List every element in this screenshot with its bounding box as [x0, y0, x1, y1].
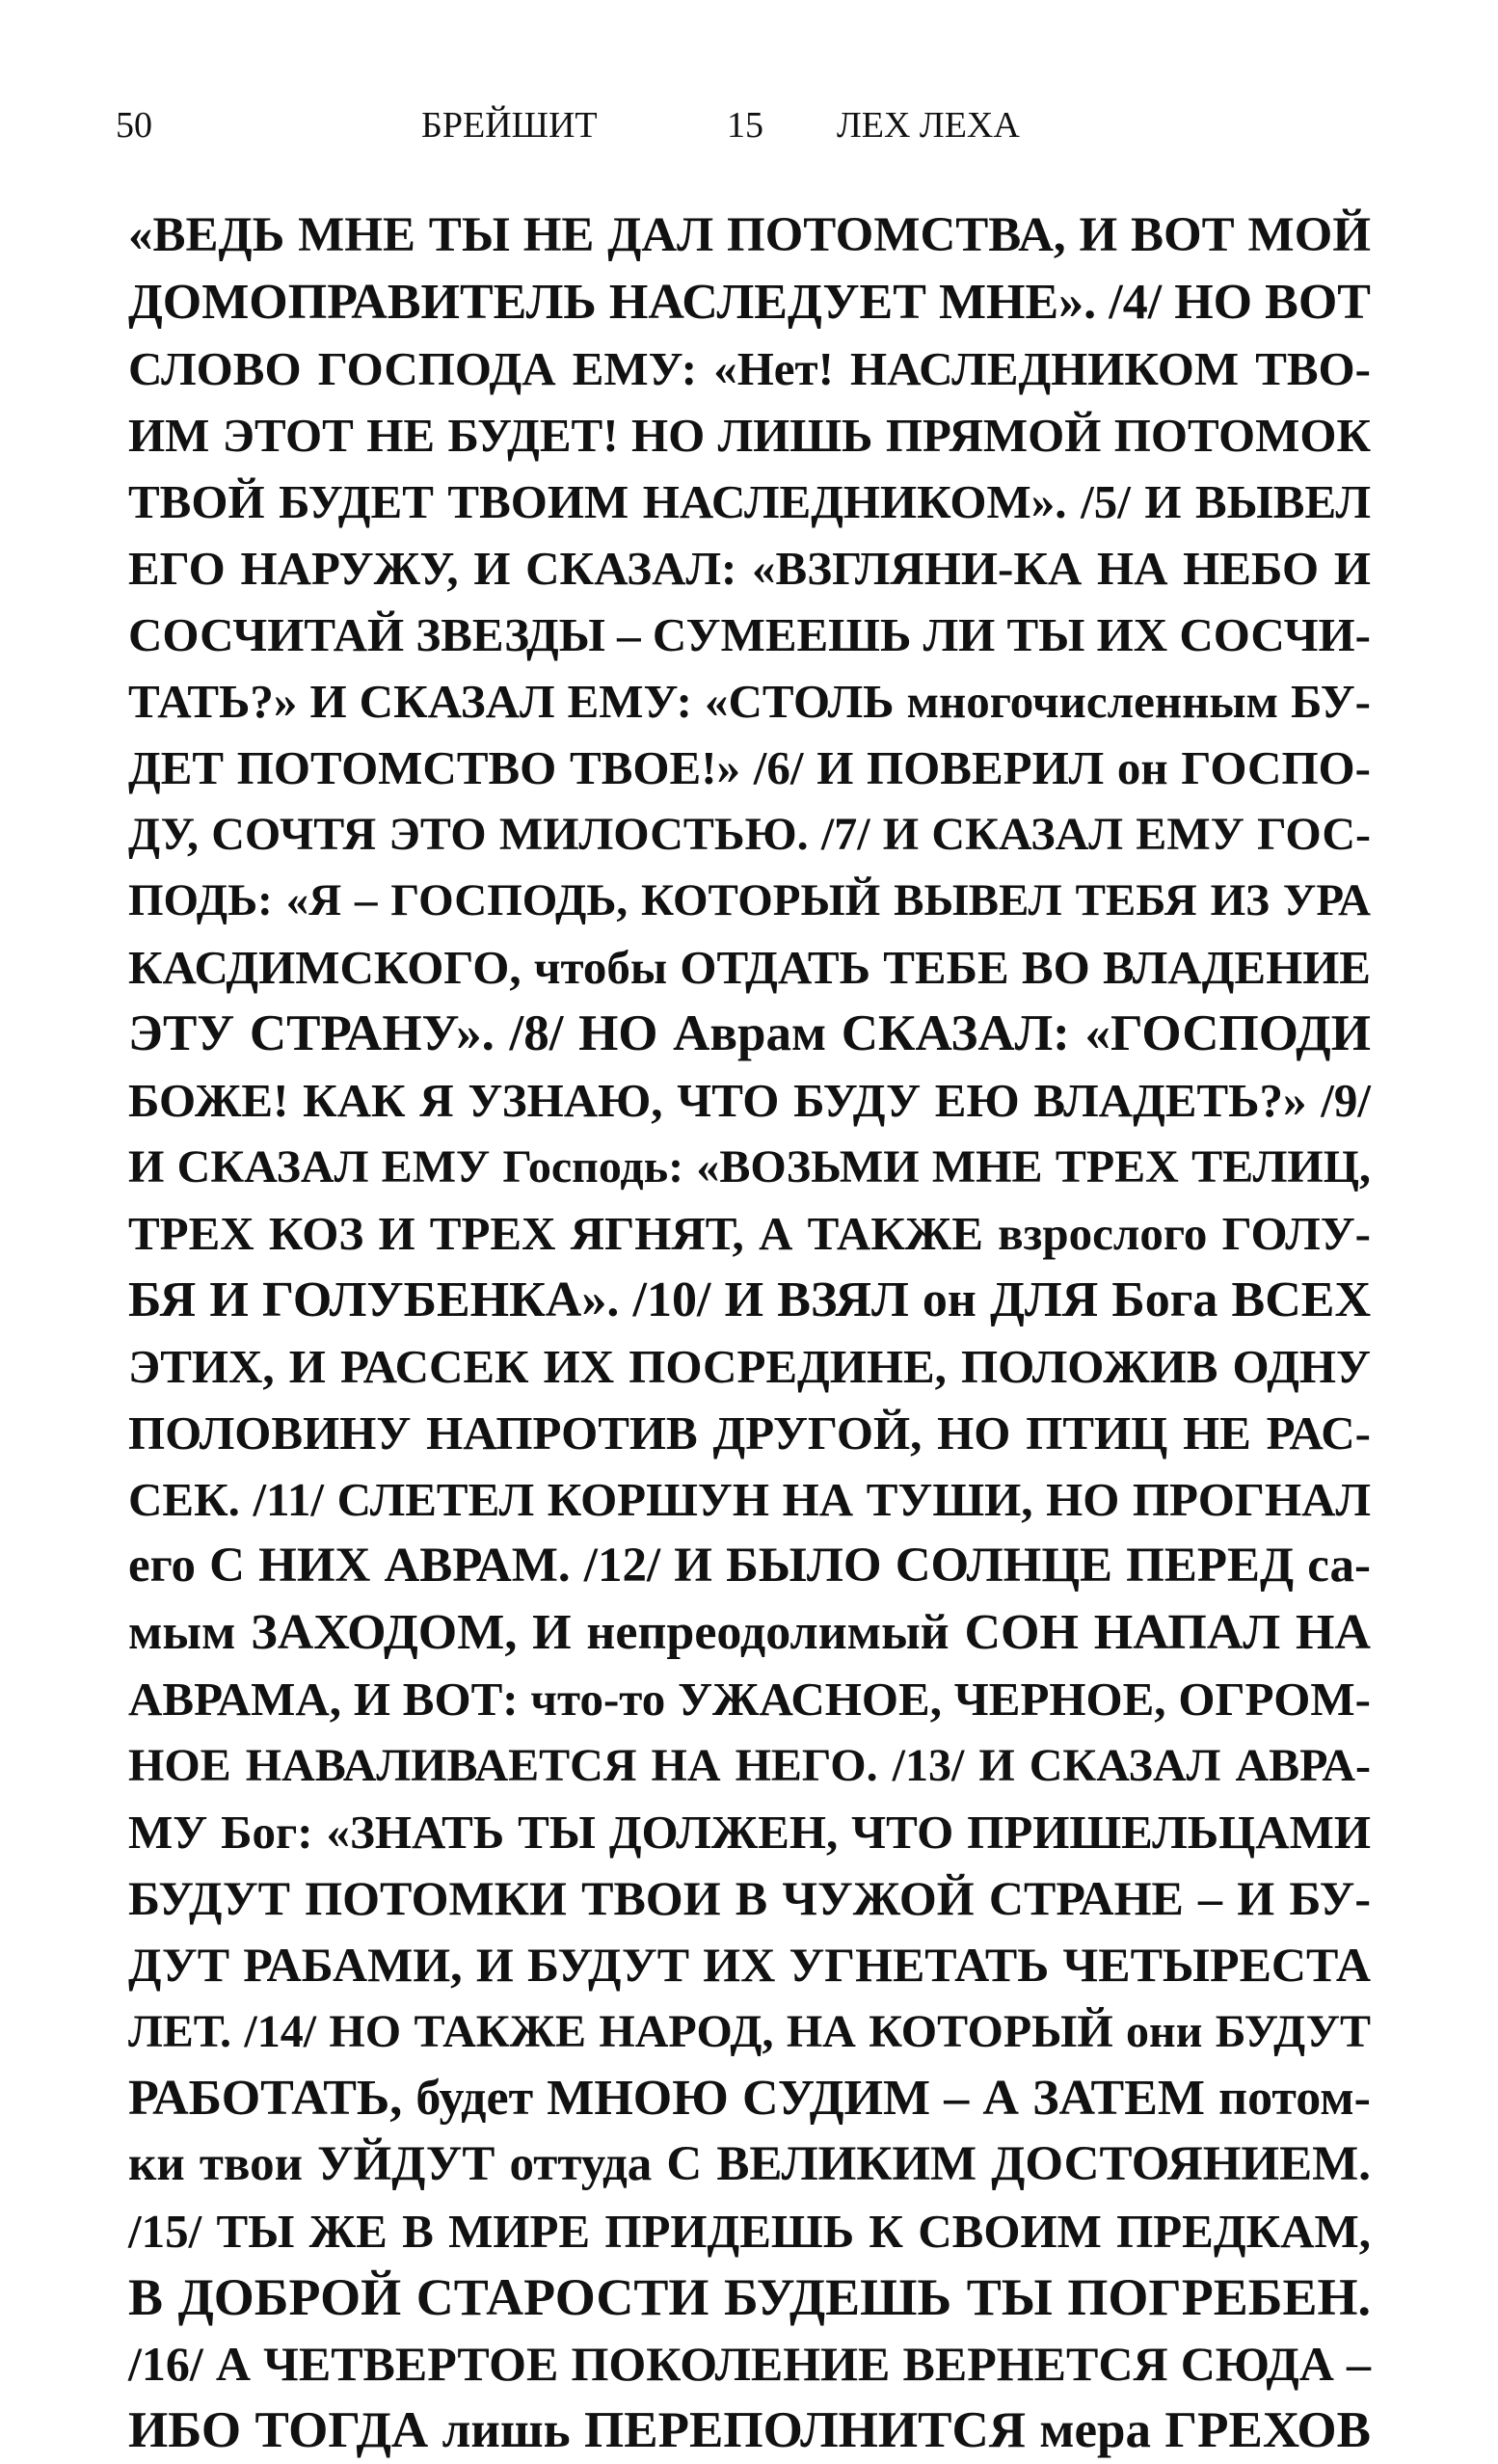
text-line: ЕГО НАРУЖУ, И СКАЗАЛ: «ВЗГЛЯНИ-КА НА НЕБО И — [128, 542, 1371, 595]
chapter-number: 15 — [727, 105, 763, 146]
text-line: ЛЕТ. /14/ НО ТАКЖЕ НАРОД, НА КОТОРЫЙ они БУДУТ — [128, 2006, 1371, 2057]
text-line: ДОМОПРАВИТЕЛЬ НАСЛЕДУЕТ МНЕ». /4/ НО ВОТ — [128, 275, 1371, 330]
running-header — [116, 96, 1080, 154]
text-line: мым ЗАХОДОМ, И непреодолимый СОН НАПАЛ НА — [128, 1605, 1371, 1660]
text-line: ЭТУ СТРАНУ». /8/ НО Аврам СКАЗАЛ: «ГОСПОДИ — [128, 1005, 1371, 1061]
text-line: В ДОБРОЙ СТАРОСТИ БУДЕШЬ ТЫ ПОГРЕБЕН. — [128, 2268, 1371, 2326]
text-line: НОЕ НАВАЛИВАЕТСЯ НА НЕГО. /13/ И СКАЗАЛ АВРА- — [128, 1740, 1371, 1791]
text-line: БОЖЕ! КАК Я УЗНАЮ, ЧТО БУДУ ЕЮ ВЛАДЕТЬ?» /9/ — [128, 1074, 1371, 1127]
text-line: «ВЕДЬ МНЕ ТЫ НЕ ДАЛ ПОТОМСТВА, И ВОТ МОЙ — [128, 208, 1371, 262]
text-line: его С НИХ АВРАМ. /12/ И БЫЛО СОЛНЦЕ ПЕРЕД са- — [128, 1539, 1371, 1593]
text-line: И СКАЗАЛ ЕМУ Господь: «ВОЗЬМИ МНЕ ТРЕХ ТЕЛИЦ, — [128, 1141, 1371, 1192]
text-line: ИБО ТОГДА лишь ПЕРЕПОЛНИТСЯ мера ГРЕХОВ — [128, 2402, 1371, 2458]
body-text — [128, 202, 1371, 2464]
text-line: ЭТИХ, И РАССЕК ИХ ПОСРЕДИНЕ, ПОЛОЖИВ ОДНУ — [128, 1340, 1371, 1393]
text-line: ки твои УЙДУТ оттуда С ВЕЛИКИМ ДОСТОЯНИЕМ. — [128, 2137, 1371, 2191]
text-line: КАСДИМСКОГО, чтобы ОТДАТЬ ТЕБЕ ВО ВЛАДЕНИЕ — [128, 941, 1371, 994]
book-title: БРЕЙШИТ — [421, 105, 598, 146]
text-line: АВРАМА, И ВОТ: что-то УЖАСНОЕ, ЧЕРНОЕ, ОГРОМ- — [128, 1673, 1371, 1726]
text-line: ДЕТ ПОТОМСТВО ТВОЕ!» /6/ И ПОВЕРИЛ он ГОСПО- — [128, 741, 1371, 794]
page-number: 50 — [116, 105, 152, 146]
parasha-title: ЛЕХ ЛЕХА — [837, 105, 1020, 146]
text-line: РАБОТАТЬ, будет МНОЮ СУДИМ – А ЗАТЕМ потом- — [128, 2071, 1371, 2126]
text-line: ТВОЙ БУДЕТ ТВОИМ НАСЛЕДНИКОМ». /5/ И ВЫВЕЛ — [128, 475, 1371, 528]
text-line: ПОЛОВИНУ НАПРОТИВ ДРУГОЙ, НО ПТИЦ НЕ РАС- — [128, 1406, 1371, 1460]
text-line: МУ Бог: «ЗНАТЬ ТЫ ДОЛЖЕН, ЧТО ПРИШЕЛЬЦАМИ — [128, 1806, 1371, 1859]
text-line: ДУТ РАБАМИ, И БУДУТ ИХ УГНЕТАТЬ ЧЕТЫРЕСТА — [128, 1938, 1371, 1992]
text-line: ДУ, СОЧТЯ ЭТО МИЛОСТЬЮ. /7/ И СКАЗАЛ ЕМУ ГОС- — [128, 809, 1371, 860]
text-line: ТАТЬ?» И СКАЗАЛ ЕМУ: «СТОЛЬ многочисленным БУ- — [128, 675, 1371, 728]
text-line: БУДУТ ПОТОМКИ ТВОИ В ЧУЖОЙ СТРАНЕ – И БУ- — [128, 1871, 1371, 1925]
text-line: СЕК. /11/ СЛЕТЕЛ КОРШУН НА ТУШИ, НО ПРОГНАЛ — [128, 1473, 1371, 1526]
text-line: /15/ ТЫ ЖЕ В МИРЕ ПРИДЕШЬ К СВОИМ ПРЕДКАМ, — [128, 2205, 1371, 2258]
text-line: ПОДЬ: «Я – ГОСПОДЬ, КОТОРЫЙ ВЫВЕЛ ТЕБЯ ИЗ УРА — [128, 875, 1371, 925]
text-line: /16/ А ЧЕТВЕРТОЕ ПОКОЛЕНИЕ ВЕРНЕТСЯ СЮДА – — [128, 2337, 1371, 2391]
text-line: БЯ И ГОЛУБЕНКА». /10/ И ВЗЯЛ он ДЛЯ Бога ВСЕХ — [128, 1272, 1371, 1327]
text-line: СЛОВО ГОСПОДА ЕМУ: «Нет! НАСЛЕДНИКОМ ТВО- — [128, 342, 1371, 395]
text-line: СОСЧИТАЙ ЗВЕЗДЫ – СУМЕЕШЬ ЛИ ТЫ ИХ СОСЧИ- — [128, 608, 1371, 661]
text-line: ИМ ЭТОТ НЕ БУДЕТ! НО ЛИШЬ ПРЯМОЙ ПОТОМОК — [128, 409, 1371, 462]
text-line: ТРЕХ КОЗ И ТРЕХ ЯГНЯТ, А ТАКЖЕ взрослого ГОЛУ- — [128, 1207, 1371, 1260]
